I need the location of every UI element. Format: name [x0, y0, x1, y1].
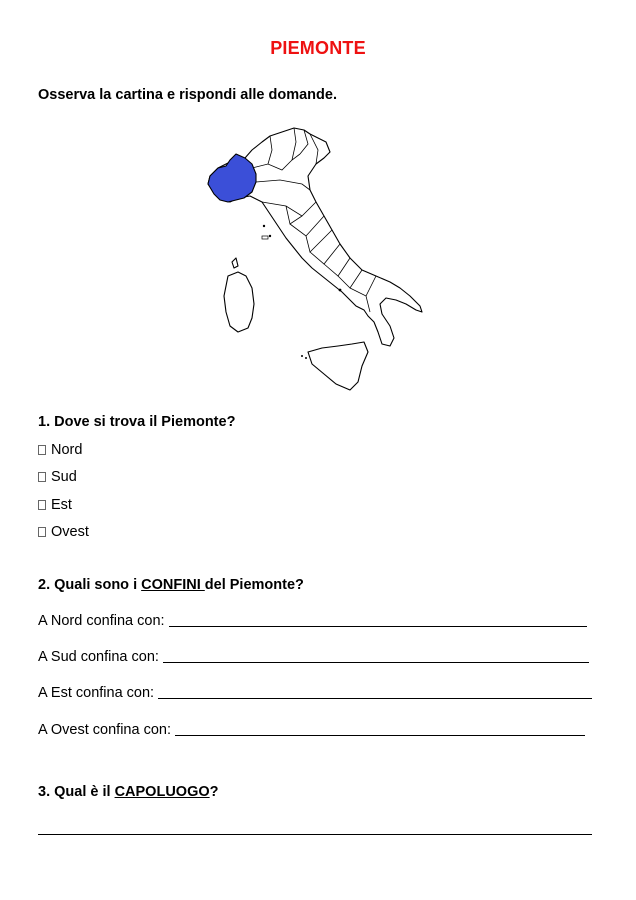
piemonte-region [208, 154, 256, 202]
answer-line-capoluogo[interactable] [38, 834, 592, 835]
island-dot [262, 236, 268, 239]
option-nord[interactable]: Nord [38, 442, 82, 458]
option-est[interactable]: Est [38, 497, 72, 513]
checkbox-icon[interactable] [38, 500, 46, 510]
italy-map [190, 120, 440, 400]
question-3: 3. Qual è il CAPOLUOGO? [38, 784, 219, 800]
border-row-nord: A Nord confina con: [38, 613, 587, 629]
sicily-outline [308, 342, 368, 390]
answer-line-sud[interactable] [163, 661, 589, 663]
border-row-sud: A Sud confina con: [38, 649, 589, 665]
checkbox-icon[interactable] [38, 527, 46, 537]
question-2: 2. Quali sono i CONFINI del Piemonte? [38, 577, 304, 593]
island-dot [301, 355, 303, 357]
checkbox-icon[interactable] [38, 472, 46, 482]
option-sud[interactable]: Sud [38, 469, 77, 485]
answer-line-ovest[interactable] [175, 734, 585, 736]
page-title: PIEMONTE [270, 38, 366, 58]
small-island-outline [232, 258, 238, 268]
answer-line-nord[interactable] [169, 625, 587, 627]
keyword-confini: CONFINI [141, 577, 205, 593]
instructions: Osserva la cartina e rispondi alle domande. [38, 87, 337, 103]
question-1: 1. Dove si trova il Piemonte? [38, 414, 236, 430]
island-dot [263, 225, 265, 227]
checkbox-icon[interactable] [38, 445, 46, 455]
sardinia-outline [224, 272, 254, 332]
answer-line-est[interactable] [158, 697, 592, 699]
island-dot [305, 357, 307, 359]
border-row-est: A Est confina con: [38, 685, 592, 701]
option-ovest[interactable]: Ovest [38, 524, 89, 540]
keyword-capoluogo: CAPOLUOGO [114, 784, 210, 800]
island-dot [269, 235, 271, 237]
island-dot [339, 289, 342, 292]
border-row-ovest: A Ovest confina con: [38, 722, 585, 738]
